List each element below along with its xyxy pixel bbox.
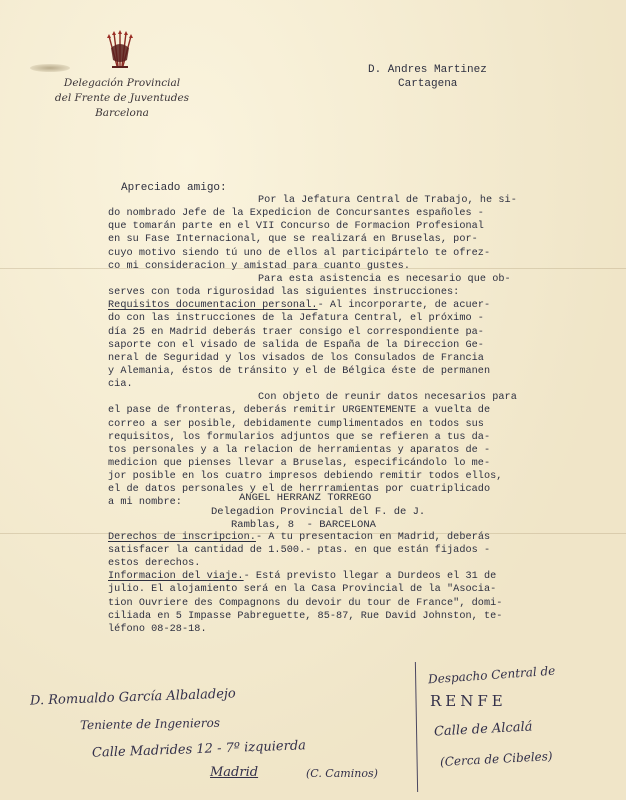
letter-line: cuyo motivo siendo tú uno de ellos al participártelo te ofrez- [108, 247, 491, 259]
handwritten-city: Madrid [210, 765, 259, 780]
letter-line: tos personales y a la relacion de herramientas y aparatos de - [108, 444, 491, 456]
letter-line: estos derechos. [108, 558, 201, 570]
handwritten-note: (C. Caminos) [306, 767, 378, 780]
letterhead-line: del Frente de Juventudes [54, 92, 190, 104]
handwritten-rank: Teniente de Ingenieros [79, 715, 221, 733]
handwritten-landmark: (Cerca de Cibeles) [439, 749, 553, 769]
letter-line: el pase de fronteras, deberás remitir URGENTEMENTE a vuelta de [108, 405, 491, 417]
letter-line: Por la Jefatura Central de Trabajo, he si- [258, 195, 517, 206]
address-org: Delegadion Provincial del F. de J. [211, 506, 426, 518]
letter-line: co mi consideracion y amistad para cuanto gustes. [108, 260, 411, 272]
letter-line: y Alemania, éstos de tránsito y el de Bélgica éste de permanen [108, 365, 491, 377]
recipient-city: Cartagena [398, 78, 458, 90]
letter-line: Informacion del viaje.- Está previsto llegar a Durdeos el 31 de [108, 571, 497, 583]
letter-line: julio. El alojamiento será en la Casa Provincial de la "Asocia- [108, 584, 497, 596]
letter-greeting: Apreciado amigo: [121, 182, 227, 194]
letter-line: léfono 08-28-18. [108, 623, 207, 635]
recipient-name: D. Andres Martinez [368, 64, 487, 76]
letter-line: Con objeto de reunir datos necesarios para [258, 392, 517, 404]
yoke-and-arrows-emblem-icon [106, 30, 134, 70]
letterhead [38, 76, 206, 121]
letter-line: Para esta asistencia es necesario que ob- [258, 273, 511, 285]
handwritten-name: D. Romualdo García Albaladejo [29, 686, 237, 709]
letter-line: cia. [108, 379, 133, 391]
letter-line: jor posible en los cuatro impresos debiendo remitir todos ellos, [108, 471, 503, 483]
ink-stain [30, 64, 70, 72]
letter-line: correo a ser posible, debidamente cumplimentados en todos sus [108, 418, 484, 430]
letter-line: tion Ouvriere des Compagnons du devoir du tour de France", domi- [108, 597, 503, 609]
address-name: ANGEL HERRANZ TORREGO [239, 492, 372, 504]
letter-line: que tomarán parte en el VII Concurso de Formacion Profesional [108, 221, 484, 233]
handwritten-street: Calle Madrides 12 - 7º izquierda [91, 738, 307, 761]
letterhead-line: Barcelona [95, 107, 149, 119]
letterhead-line: Delegación Provincial [63, 77, 181, 89]
letter-line: saporte con el visado de salida de España de la Direccion Ge- [108, 339, 484, 351]
letter-line: medicion que pienses llevar a Bruselas, especificándolo lo me- [108, 458, 491, 469]
letter-line: serves con toda rigurosidad las siguientes instrucciones: [108, 287, 460, 299]
letter-line: Requisitos documentacion personal.- Al incorporarte, de acuer- [108, 300, 491, 312]
letter-line: neral de Seguridad y los visados de los Consulados de Francia [108, 352, 484, 364]
letter-line: do nombrado Jefe de la Expedicion de Concursantes españoles - [108, 208, 484, 220]
handwritten-renfe: RENFE [430, 692, 507, 710]
handwritten-office: Despacho Central de [427, 663, 556, 687]
letter-line: a mi nombre: [108, 497, 182, 509]
letter-line: día 25 en Madrid deberás traer consigo el correspondiente pa- [108, 326, 484, 338]
letter-line: Derechos de inscripcion.- A tu presentacion en Madrid, deberás [108, 532, 491, 543]
letter-line: en su Fase Internacional, que se realizará en Bruselas, por- [108, 234, 478, 246]
handwritten-street-right: Calle de Alcalá [433, 719, 533, 740]
letter-line: el de datos personales y el de herrramientas por cuatriplicado [108, 484, 491, 496]
recipient-block [368, 63, 487, 91]
letter-line: do con las instrucciones de la Jefatura Central, el próximo - [108, 313, 484, 325]
letter-line: satisfacer la cantidad de 1.500.- ptas. en que están fijados - [108, 545, 491, 557]
letter-line: requisitos, los formularios adjuntos que se refieren a tus da- [108, 431, 491, 443]
handwritten-divider [415, 662, 418, 792]
address-street: Ramblas, 8 - BARCELONA [231, 519, 376, 531]
letter-line: ciliada en 5 Impasse Pabreguette, 85-87, Rue David Johnston, te- [108, 610, 503, 622]
